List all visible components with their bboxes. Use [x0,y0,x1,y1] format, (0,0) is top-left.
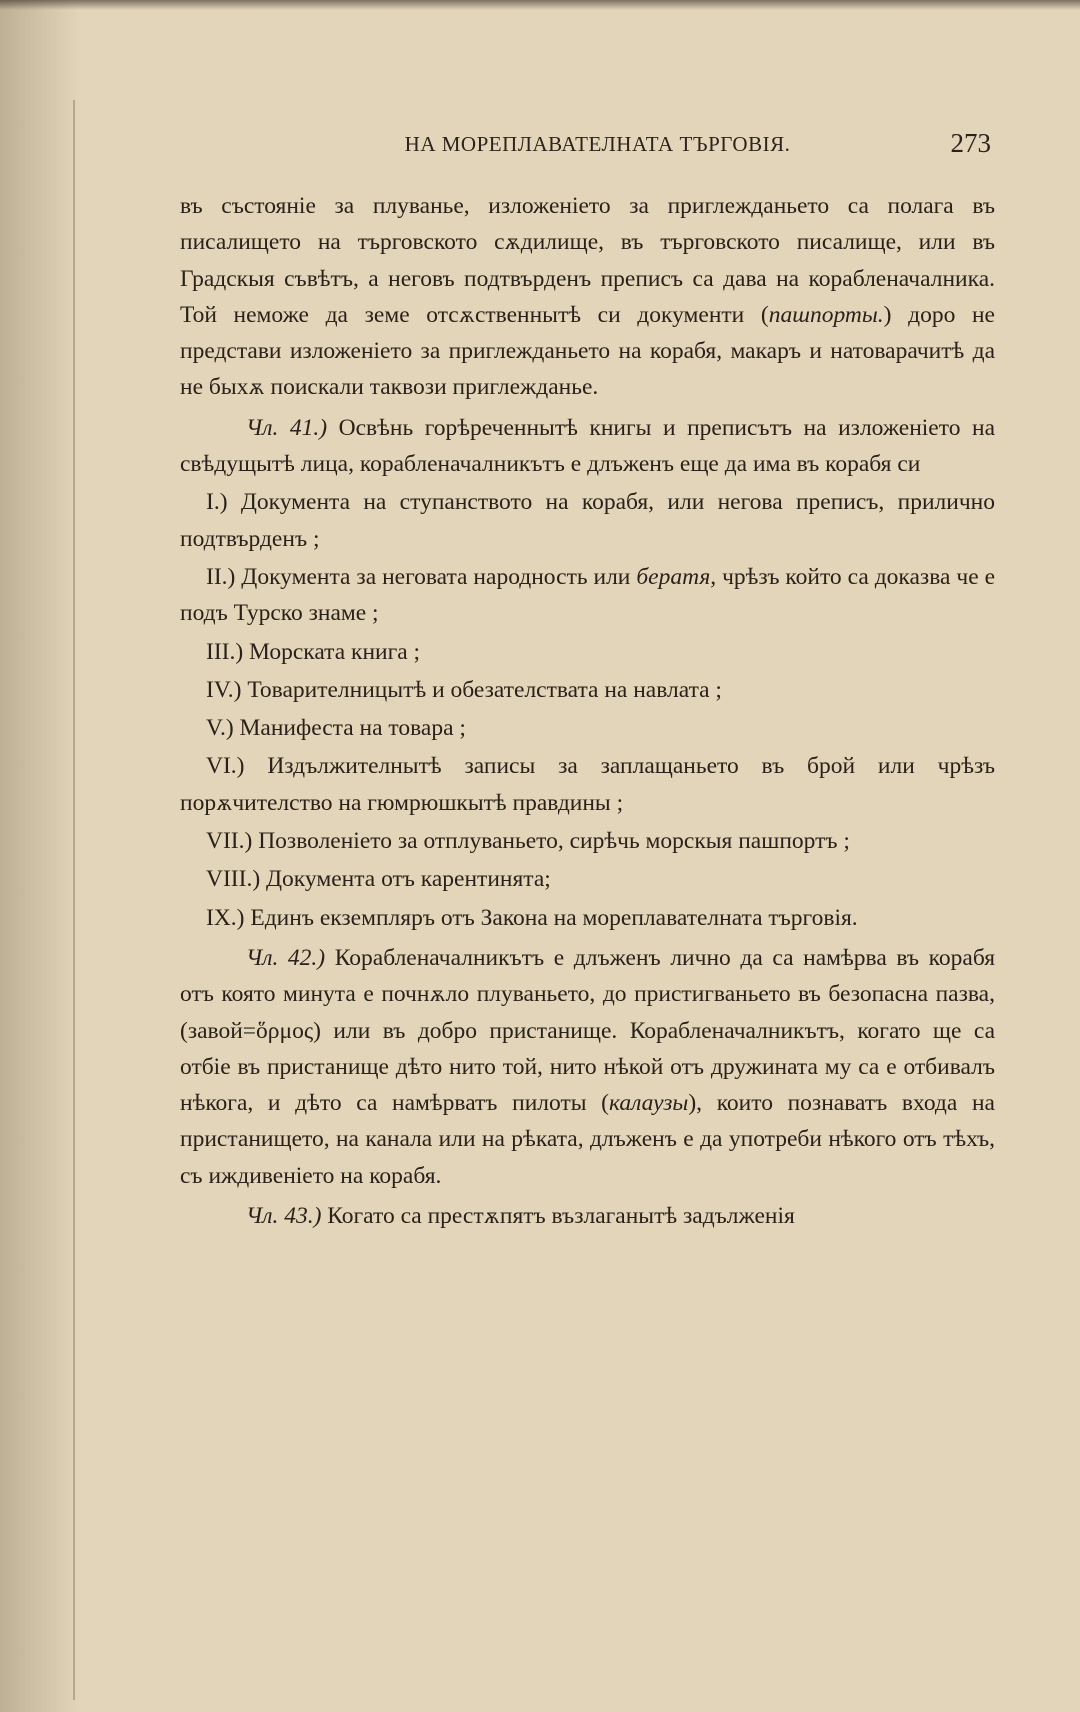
paragraph-continuation: въ състояніе за плуванье, изложеніето за приглежданьето са полага въ писалището на търговското сѫдилище, въ търговското писалище, или въ Градскыя съвѣтъ, а неговъ подтвърденъ преписъ са дава на корабленачалника. Той неможе да земе отсѫственнытѣ си документи (пашпорты.) доро не представи изложеніето за приглежданьето на корабя, макаръ и натоварачитѣ да не быхѫ поискали таквози приглежданье. [180,193,995,401]
italic-term: калаузы [608,1090,689,1117]
list-item: II.) Документа за неговата народность или бератя, чрѣзъ който са доказва че е подъ Турско знаме ; [180,563,995,627]
article-41: Чл. 41.) Освѣнь горѣреченнытѣ книгы и преписътъ на изложеніето на свѣдущытѣ лица, корабленачалникътъ е длъженъ еще да има въ корабя си [180,414,995,478]
list-item: VI.) Издължителнытѣ записы за заплащаньето въ брой или чрѣзъ порѫчителство на гюмрюшкытѣ правдины ; [180,753,995,816]
page-gutter-shadow [73,100,75,1700]
list-item: VIII.) Документа отъ карентинята; [206,866,551,893]
italic-term: пашпорты. [768,301,884,328]
article-label: Чл. 41.) [246,414,328,441]
list-item: III.) Морската книга ; [206,638,421,665]
italic-term: бератя, [636,563,717,590]
article-43: Чл. 43.) Когато са престѫпятъ възлаганытѣ задълженія [246,1203,795,1230]
list-item: I.) Документа на ступанството на корабя, или негова преписъ, прилично подтвърденъ ; [180,489,995,552]
article-label: Чл. 43.) [246,1203,322,1230]
page-number: 273 [950,128,991,158]
list-item: V.) Манифеста на товара ; [206,715,466,742]
article-label: Чл. 42.) [246,944,326,971]
list-item: IV.) Товарителницытѣ и обезателствата на навлата ; [206,676,722,703]
page-body [180,188,995,1234]
running-title: НА МОРЕПЛАВАТЕЛНАТА ТЪРГОВІЯ. [404,132,791,156]
article-42: Чл. 42.) Корабленачалникътъ е длъженъ лично да са намѣрва въ корабя отъ която минута е почнѫло плуваньето, до пристигваньето въ безопасна пазва, (завой=ὅρμος) или въ добро пристанище. Корабленачалникътъ, когато ще са отбіе въ пристанище дѣто нито той, нито нѣкой отъ дружината му са е отбивалъ нѣкога, и дѣто са намѣрватъ пилоты (калаузы), които познаватъ входа на пристанището, на канала или на рѣката, длъженъ е да употреби нѣкого отъ тѣхъ, съ иждивеніето на корабя. [180,944,996,1189]
list-item: VII.) Позволеніето за отплуваньето, сирѣчь морскыя пашпортъ ; [206,828,850,855]
page-header [180,128,995,168]
list-item: IX.) Единъ екземпляръ отъ Закона на мореплавателната търговія. [206,904,858,931]
